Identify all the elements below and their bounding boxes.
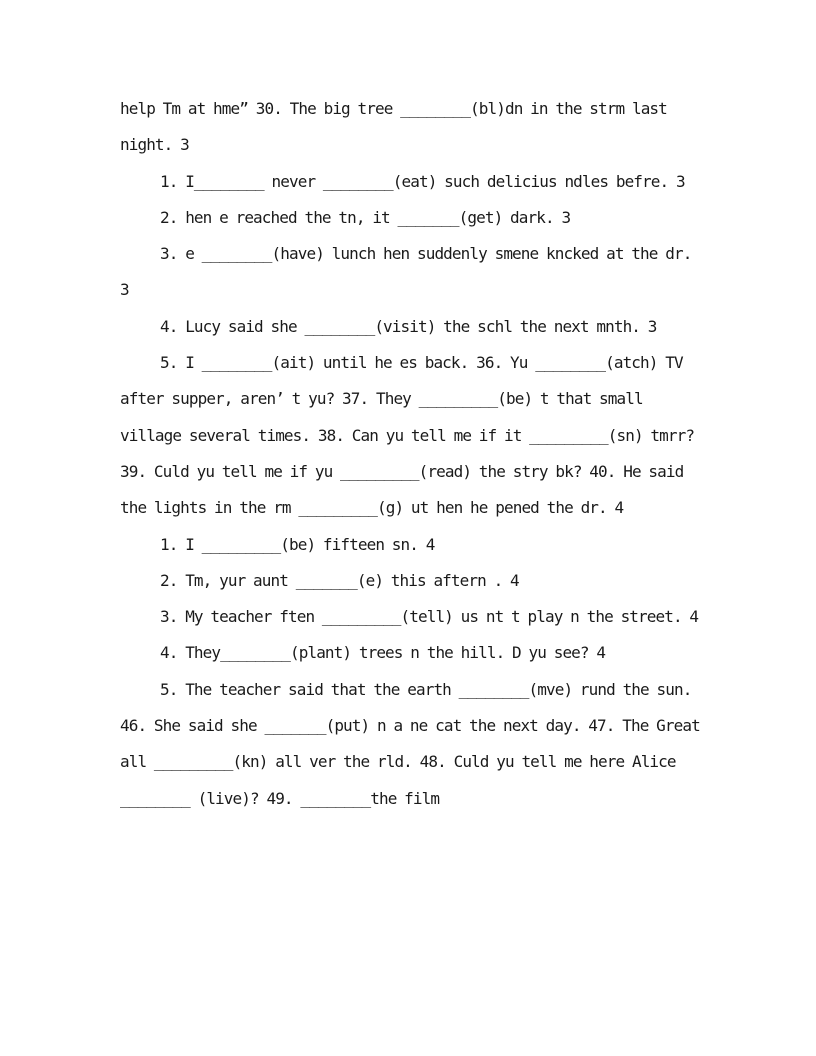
exercise-item-5b: 5. The teacher said that the earth ________(mve) rund the sun. 46. She said she _______(put) n a ne cat the next day. 47. The Great all _________(kn) all ver the rld. 48. Culd yu tell me here Alice ________ (live)? 49. ________the film <box>120 679 700 808</box>
exercise-item-3b: 3. My teacher ften _________(tell) us nt t play n the street. 4 <box>160 607 699 627</box>
paragraph-intro: help Tm at hme” 30. The big tree ________(bl)dn in the strm last night. 3 <box>120 99 667 155</box>
document-body <box>120 91 700 817</box>
exercise-item-1: 1. I________ never ________(eat) such delicius ndles befre. 3 <box>160 171 685 191</box>
exercise-item-5: 5. I ________(ait) until he es back. 36. Yu ________(atch) TV after supper, aren’ t yu? 37. They _________(be) t that small village several times. 38. Can yu tell me if it _________(sn) tmrr? 39. Culd yu tell me if yu _________(read) the stry bk? 40. He said the lights in the rm _________(g) ut hen he pened the dr. 4 <box>120 353 695 518</box>
exercise-item-2: 2. hen e reached the tn, it _______(get) dark. 3 <box>160 207 571 227</box>
exercise-item-4: 4. Lucy said she ________(visit) the schl the next mnth. 3 <box>160 316 657 336</box>
exercise-item-1b: 1. I _________(be) fifteen sn. 4 <box>160 534 435 554</box>
exercise-item-2b: 2. Tm, yur aunt _______(e) this aftern . 4 <box>160 570 519 590</box>
exercise-item-3: 3. e ________(have) lunch hen suddenly smene kncked at the dr. 3 <box>120 244 692 300</box>
exercise-item-4b: 4. They________(plant) trees n the hill. D yu see? 4 <box>160 643 606 663</box>
